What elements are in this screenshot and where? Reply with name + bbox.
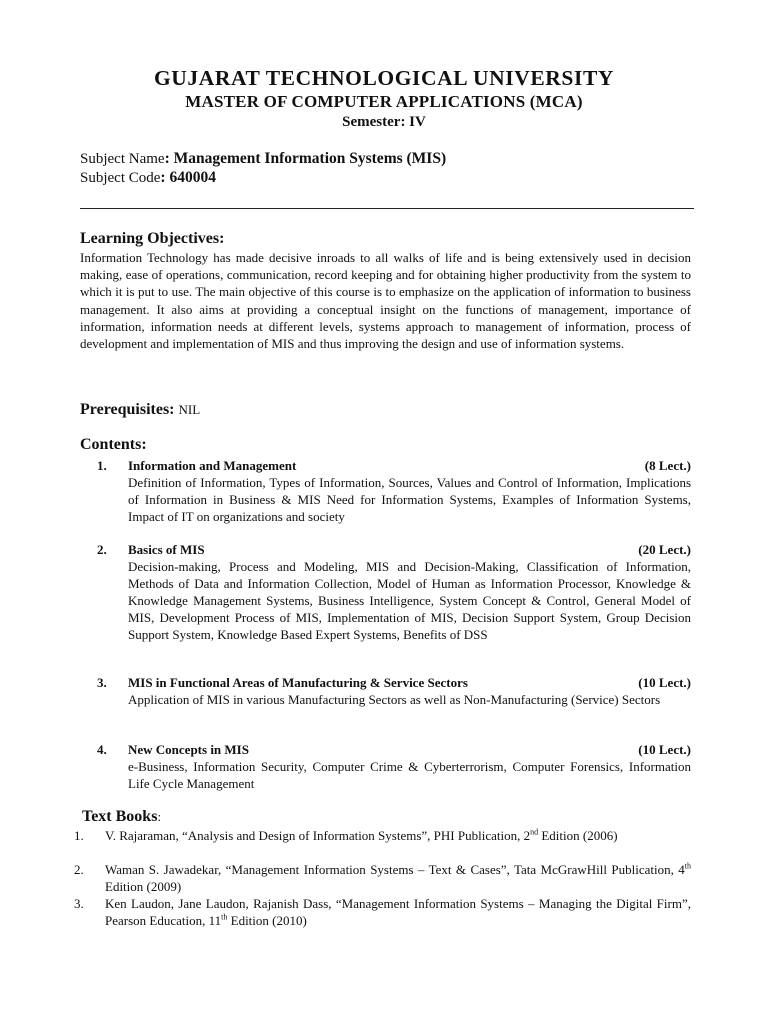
contents-heading: Contents: (80, 436, 147, 453)
semester-label: Semester: IV (342, 114, 426, 130)
item-body: Decision-making, Process and Modeling, MIS and Decision-Making, Classification of Information, Methods of Data and Information Collection, Model of Human as Information Processor, Knowledge & Knowledge Management Systems, Business Intelligence, System Concept & Control, General Model of MIS, Development Process of MIS, Implementation of MIS, Decision Support System, Group Decision Support System, Knowledge Based Expert Systems, Benefits of DSS (128, 559, 691, 642)
prerequisites-heading: Prerequisites: (80, 401, 175, 418)
prerequisites-line (80, 401, 200, 419)
item-lectures: (20 Lect.) (638, 542, 691, 557)
subject-code-value: : 640004 (160, 169, 216, 186)
item-body: e-Business, Information Security, Computer Crime & Cyberterrorism, Computer Forensics, Information Life Cycle Management (128, 759, 691, 791)
subject-code-line (80, 169, 216, 187)
book-number: 1. (74, 828, 84, 843)
university-title: GUJARAT TECHNOLOGICAL UNIVERSITY (153, 66, 615, 90)
item-title: MIS in Functional Areas of Manufacturing & Service Sectors (128, 675, 468, 690)
book-sup: th (221, 912, 228, 922)
text-books-heading-line (82, 808, 161, 826)
content-item (97, 741, 691, 792)
book-text-end: Edition (2006) (538, 828, 618, 843)
item-lectures: (8 Lect.) (644, 458, 691, 473)
subject-name-value: : Management Information Systems (MIS) (164, 150, 447, 167)
content-item (97, 541, 691, 643)
item-title: New Concepts in MIS (128, 742, 249, 757)
book-text: V. Rajaraman, “Analysis and Design of Information Systems”, PHI Publication, 2 (105, 828, 531, 843)
item-title: Information and Management (128, 458, 297, 473)
book-text: Ken Laudon, Jane Laudon, Rajanish Dass, “Management Information Systems – Managing the Digital Firm”, Pearson Education, 11 (105, 896, 691, 928)
learning-objectives-heading: Learning Objectives: (80, 230, 225, 247)
text-book-item (64, 861, 691, 895)
item-body: Definition of Information, Types of Information, Sources, Values and Control of Information, Implications of Information in Business & MIS Need for Information Systems, Examples of Information Systems, Impact of IT on organizations and society (128, 475, 691, 524)
item-number: 3. (97, 675, 107, 690)
divider (80, 208, 694, 209)
item-lectures: (10 Lect.) (638, 675, 691, 690)
learning-objectives-text: Information Technology has made decisive inroads to all walks of life and is being extensively used in decision making, ease of operations, communication, record keeping and for obtaining higher productivity from the system to which it is put to use. The main objective of this course is to emphasize on the application of information to business management. It also aims at providing a conceptual insight on the functions of management, importance of information, information needs at different levels, systems approach to management of information, process of development and implementation of MIS and thus improving the design and use of information systems. (80, 250, 691, 352)
text-books-colon: : (157, 809, 162, 824)
subject-name-line (80, 150, 446, 168)
book-text-end: Edition (2009) (105, 879, 182, 894)
book-sup: nd (530, 827, 539, 837)
text-book-item (64, 895, 691, 929)
content-item (97, 674, 691, 708)
item-number: 4. (97, 742, 107, 757)
item-number: 1. (97, 458, 107, 473)
book-number: 3. (74, 896, 84, 911)
program-title: MASTER OF COMPUTER APPLICATIONS (MCA) (185, 92, 583, 111)
text-book-item (64, 827, 691, 844)
subject-name-label: Subject Name (80, 151, 165, 167)
subject-code-label: Subject Code (80, 170, 161, 186)
item-body: Application of MIS in various Manufacturing Sectors as well as Non-Manufacturing (Service) Sectors (128, 692, 661, 707)
book-sup: th (684, 861, 691, 871)
prerequisites-value: NIL (178, 402, 201, 417)
book-text: Waman S. Jawadekar, “Management Information Systems – Text & Cases”, Tata McGrawHill Publication, 4 (105, 862, 685, 877)
text-books-heading: Text Books (82, 808, 158, 825)
item-number: 2. (97, 542, 107, 557)
content-item (97, 457, 691, 525)
item-title: Basics of MIS (128, 542, 205, 557)
book-number: 2. (74, 862, 84, 877)
item-lectures: (10 Lect.) (638, 742, 691, 757)
book-text-end: Edition (2010) (227, 913, 307, 928)
